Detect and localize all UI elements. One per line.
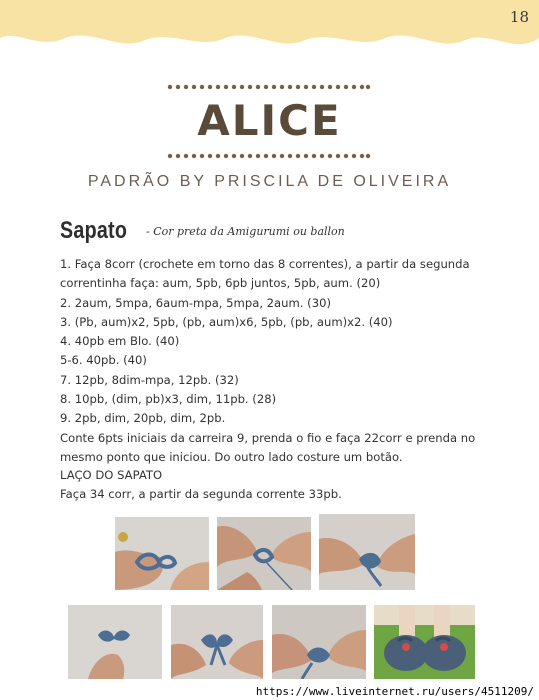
photo-finished-shoes bbox=[374, 605, 475, 679]
header-wave bbox=[0, 0, 539, 60]
instruction-step: 7. 12pb, 8dim-mpa, 12pb. (32) bbox=[60, 372, 239, 387]
section-heading bbox=[60, 217, 345, 245]
section-title: Sapato bbox=[60, 217, 128, 244]
photo-lace-step-6 bbox=[272, 605, 366, 679]
photo-lace-step-3 bbox=[319, 514, 415, 590]
dotted-divider-top bbox=[167, 84, 371, 90]
page-number: 18 bbox=[509, 8, 529, 26]
instruction-step: Conte 6pts iniciais da carreira 9, prenda o fio e faça 22corr e prenda no mesmo ponto que iniciou. Do outro lado costure um botão. bbox=[60, 430, 476, 464]
section-note: - Cor preta da Amigurumi ou ballon bbox=[146, 225, 345, 238]
instruction-step: 5-6. 40pb. (40) bbox=[60, 353, 147, 368]
instruction-step: 1. Faça 8corr (crochete em torno das 8 correntes), a partir da segunda correntinha faça: aum, 5pb, 6pb juntos, 5pb, aum. (20) bbox=[60, 257, 470, 291]
watermark-url: https://www.liveinternet.ru/users/4511209/ bbox=[255, 685, 534, 698]
instruction-steps bbox=[60, 255, 500, 467]
instruction-step: 3. (Pb, aum)x2, 5pb, (pb, aum)x6, 5pb, (pb, aum)x2. (40) bbox=[60, 314, 393, 329]
pattern-title: ALICE bbox=[197, 96, 342, 145]
lace-section bbox=[60, 466, 500, 505]
dotted-divider-bottom bbox=[167, 153, 371, 159]
lace-heading: LAÇO DO SAPATO bbox=[60, 468, 163, 482]
photo-lace-step-1 bbox=[115, 517, 209, 590]
instruction-step: 8. 10pb, (dim, pb)x3, dim, 11pb. (28) bbox=[60, 392, 277, 407]
photo-lace-step-2 bbox=[217, 517, 311, 590]
instruction-step: 4. 40pb em Blo. (40) bbox=[60, 334, 180, 349]
photo-lace-step-4 bbox=[68, 605, 162, 679]
photo-lace-step-5 bbox=[171, 605, 263, 679]
instruction-step: 2. 2aum, 5mpa, 6aum-mpa, 5mpa, 2aum. (30) bbox=[60, 295, 331, 310]
lace-text: Faça 34 corr, a partir da segunda corrente 33pb. bbox=[60, 487, 342, 502]
pattern-subtitle: PADRÃO BY PRISCILA DE OLIVEIRA bbox=[87, 173, 452, 190]
instruction-step: 9. 2pb, dim, 20pb, dim, 2pb. bbox=[60, 411, 226, 426]
